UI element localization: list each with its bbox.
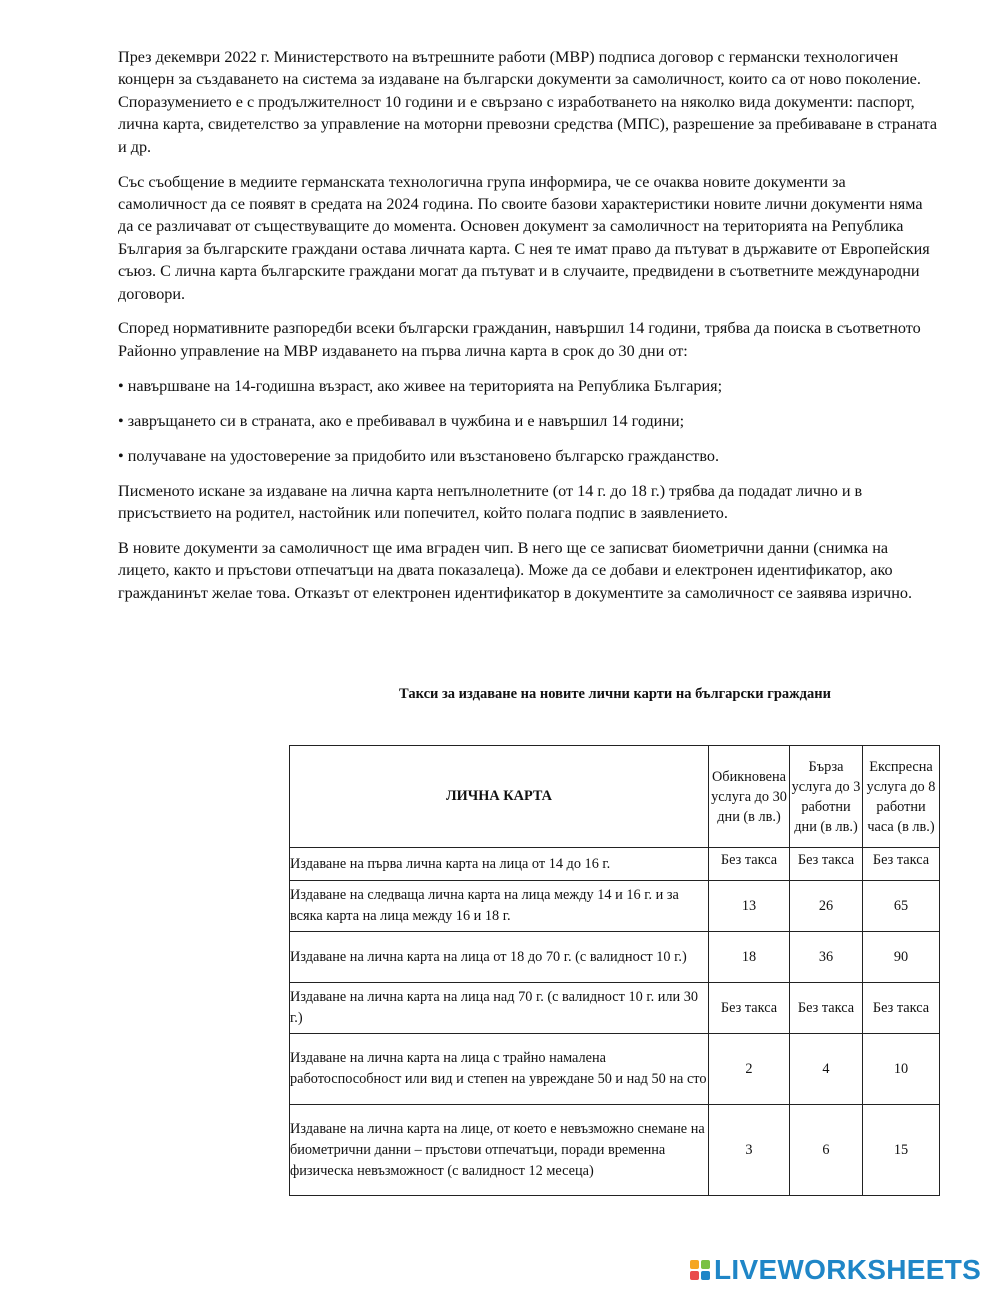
express-fee: 65 [863, 881, 940, 932]
paragraph-regulations: Според нормативните разпоредби всеки български гражданин, навършил 14 години, трябва да поиска в съответното Районно управление на МВР издаването на първа лична карта в срок до 30 дни от: [118, 319, 921, 360]
header-id-card: ЛИЧНА КАРТА [290, 746, 709, 848]
regular-fee: Без такса [709, 848, 790, 881]
paragraph-chip: В новите документи за самоличност ще има вграден чип. В него ще се записват биометрични данни (снимка на лицето, както и пръстови отпечатъци на двата показалеца). Може да се добави и електронен идентификатор, ако гражданинът желае това. Отказът от електронен идентификатор в документите за самоличност се заявява изрично. [118, 538, 912, 602]
regular-fee: 3 [709, 1105, 790, 1196]
paragraph-new-documents: Със съобщение в медиите германската технологична група информира, че се очаква новите документи за самоличност да се появят в средата на 2024 година. По своите базови характеристики новите лични документи няма да се различават от съществуващите до момента. Основен документ за самоличност на територията на Република България за българските граждани остава личната карта. С нея те имат право да пътуват в държавите от Европейския съюз. С лична карта българските граждани могат да пътуват и в случаите, предвидени в съответните международни договори. [118, 172, 930, 303]
paragraph-minors: Писменото искане за издаване на лична карта непълнолетните (от 14 г. до 18 г.) трябва да подадат лично и в присъствието на родител, настойник или попечител, който полага подпис в заявлението. [118, 481, 863, 522]
table-row [290, 1105, 940, 1196]
regular-fee: 13 [709, 881, 790, 932]
table-row [290, 848, 940, 881]
express-fee: 10 [863, 1034, 940, 1105]
express-fee: 90 [863, 932, 940, 983]
express-fee: 15 [863, 1105, 940, 1196]
liveworksheets-logo[interactable] [690, 1255, 981, 1285]
row-description: Издаване на лична карта на лица с трайно намалена работоспособност или вид и степен на увреждане 50 и над 50 на сто [290, 1034, 709, 1105]
express-fee: Без такса [863, 848, 940, 881]
fast-fee: 4 [790, 1034, 863, 1105]
header-fast-service: Бърза услуга до 3 работни дни (в лв.) [790, 746, 863, 848]
row-description: Издаване на лична карта на лица над 70 г. (с валидност 10 г. или 30 г.) [290, 983, 709, 1034]
table-header-row [290, 746, 940, 848]
table-title: Такси за издаване на новите лични карти на български граждани [399, 686, 831, 702]
row-description: Издаване на първа лична карта на лица от 14 до 16 г. [290, 848, 709, 881]
regular-fee: 2 [709, 1034, 790, 1105]
fees-table [289, 745, 940, 1196]
fast-fee: 6 [790, 1105, 863, 1196]
express-fee: Без такса [863, 983, 940, 1034]
paragraph-contract: През декември 2022 г. Министерството на вътрешните работи (МВР) подписа договор с германски технологичен концерн за създаването на система за издаване на български документи за самоличност, които са от ново поколение. Споразумението е с продължителност 10 години и е свързано с изработването на няколко вида документи: паспорт, лична карта, свидетелство за управление на моторни превозни средства (МПС), разрешение за пребиваване в страната и др. [118, 48, 938, 156]
regular-fee: 18 [709, 932, 790, 983]
article-body [118, 46, 938, 617]
regular-fee: Без такса [709, 983, 790, 1034]
table-row [290, 1034, 940, 1105]
bullet-citizenship: • получаване на удостоверение за придобито или възстановено българско гражданство. [118, 446, 720, 465]
logo-mark-icon [690, 1260, 710, 1280]
row-description: Издаване на лична карта на лица от 18 до 70 г. (с валидност 10 г.) [290, 932, 709, 983]
row-description: Издаване на лична карта на лице, от което е невъзможно снемане на биометрични данни – пръстови отпечатъци, поради временна физическа невъзможност (с валидност 12 месеца) [290, 1105, 709, 1196]
row-description: Издаване на следваща лична карта на лица между 14 и 16 г. и за всяка карта на лица между 16 и 18 г. [290, 881, 709, 932]
bullet-return: • завръщането си в страната, ако е пребивавал в чужбина и е навършил 14 години; [118, 411, 685, 430]
fast-fee: 36 [790, 932, 863, 983]
fast-fee: Без такса [790, 983, 863, 1034]
bullet-age-14: • навършване на 14-годишна възраст, ако живее на територията на Република България; [118, 376, 723, 395]
logo-text: LIVEWORKSHEETS [714, 1254, 982, 1285]
fast-fee: Без такса [790, 848, 863, 881]
fast-fee: 26 [790, 881, 863, 932]
header-regular-service: Обикновена услуга до 30 дни (в лв.) [709, 746, 790, 848]
table-row [290, 881, 940, 932]
table-row [290, 983, 940, 1034]
table-row [290, 932, 940, 983]
header-express-service: Експресна услуга до 8 работни часа (в лв.) [863, 746, 940, 848]
